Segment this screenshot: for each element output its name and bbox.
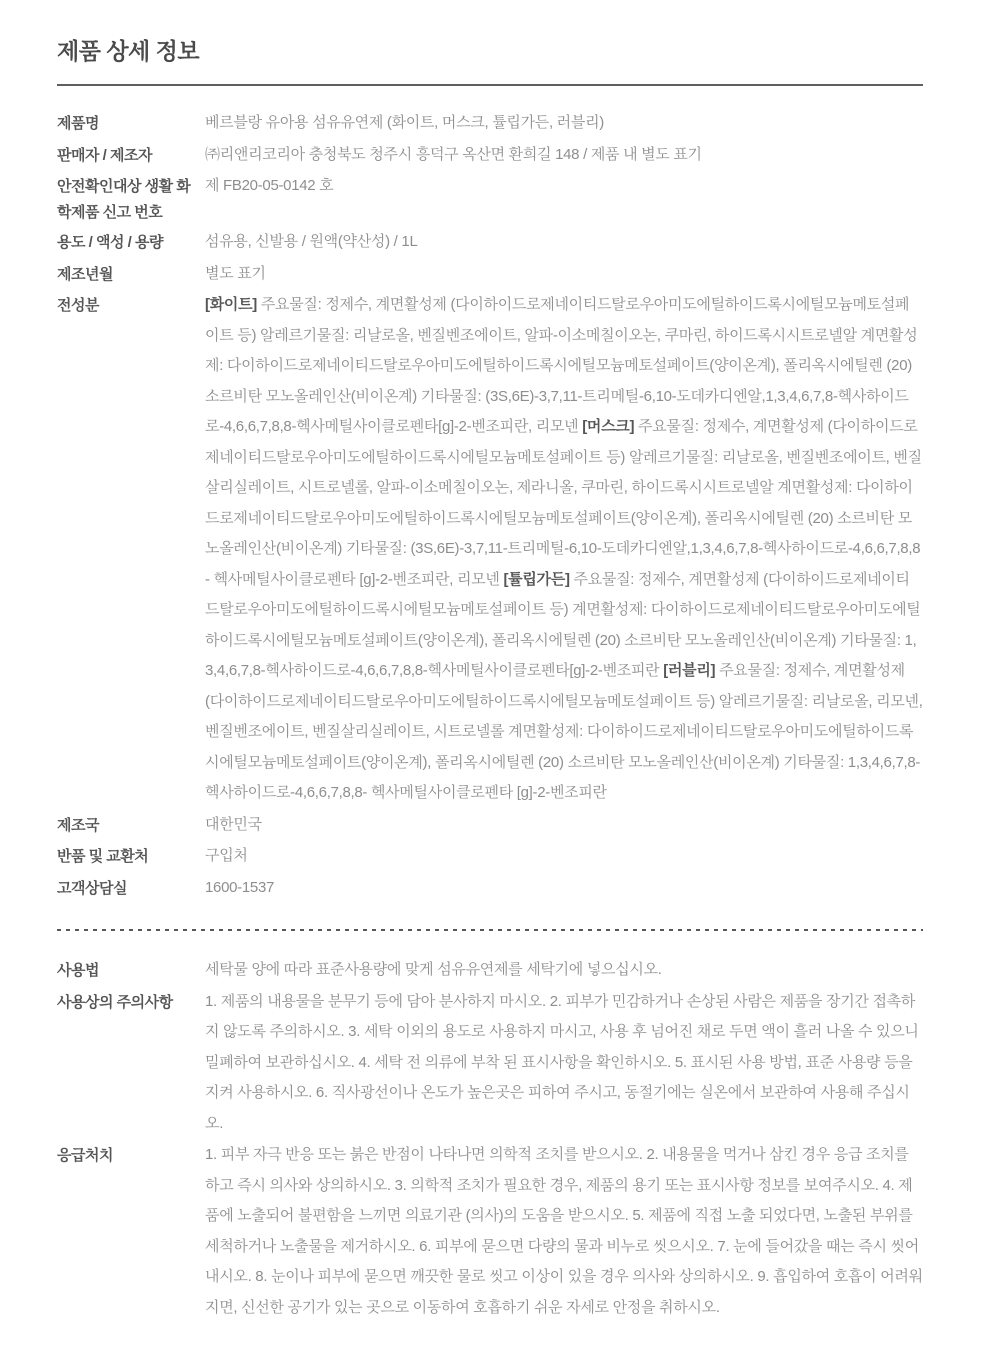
row-value: 구입처 <box>205 847 248 864</box>
row-value: 1. 피부 자극 반응 또는 붉은 반점이 나타나면 의학적 조치를 받으시오. 2. 내용물을 먹거나 삼킨 경우 응급 조치를 하고 즉시 의사와 상의하시오. 3. 의학적 조치가 필요한 경우, 제품의 용기 또는 표시사항 정보를 보여주시오. 4. 제품에 노출되어 불편함을 느끼면 의료기관 (의사)의 도움을 받으시오. 5. 제품에 직접 노출 되었다면, 노출된 부위를 세척하거나 노출물을 제거하시오. 6. 피부에 묻으면 다량의 물과 비누로 씻으시오. 7. 눈에 들어갔을 때는 즉시 씻어내시오. 8. 눈이나 피부에 묻으면 깨끗한 물로 씻고 이상이 있을 경우 의사와 상의하시오. 9. 흡입하여 호흡이 어려워지면, 신선한 공기가 있는 곳으로 이동하여 호흡하기 쉬운 자세로 안정을 취하시오. <box>205 1146 923 1316</box>
row-value: 섬유용, 신발용 / 원액(약산성) / 1L <box>205 233 418 250</box>
row-label: 제조국 <box>57 816 99 834</box>
title-divider <box>57 84 923 86</box>
row-label: 전성분 <box>57 297 99 314</box>
ingredient-variant-lovely: [러블리] <box>663 662 716 679</box>
row-label: 사용상의 주의사항 <box>57 993 173 1011</box>
row-usage-liquid-volume <box>57 227 923 258</box>
ingredient-text: 주요물질: 정제수, 계면활성제 (다이하이드로제네이티드탈로우아미도에틸하이드록시에틸모늄메토설페이트 등) 알레르기물질: 리날로올, 벤질벤조에이트, 알파-이소메칠이오논, 쿠마린, 하이드록시시트로넬알 계면활성제: 다이하이드로제네이티드탈로우아미도에틸하이드록시에틸모늄메토설페이트(양이온계), 폴리옥시에틸렌 (20) 소르비탄 모노올레인산(비이온계) 기타물질: (3S,6E)-3,7,11-트리메틸-6,10-도데카디엔알,1,3,4,6,7,8-헥사하이드로-4,6,6,7,8,8-헥사메틸사이클로펜타[g]-2-벤조피란, 리모넨 <box>205 296 918 435</box>
row-precautions <box>57 987 923 1140</box>
row-label: 판매자 / 제조자 <box>57 146 152 164</box>
row-return-exchange <box>57 841 923 872</box>
row-label: 응급처치 <box>57 1147 113 1164</box>
row-country-of-origin <box>57 810 923 841</box>
row-product-name <box>57 108 923 139</box>
row-value: 대한민국 <box>205 815 262 833</box>
row-manufacture-date <box>57 259 923 290</box>
row-value <box>205 290 923 809</box>
row-seller-manufacturer <box>57 140 923 171</box>
ingredient-variant-tulip-garden: [튤립가든] <box>503 570 570 588</box>
row-safety-report-number <box>57 171 923 226</box>
row-how-to-use <box>57 955 923 986</box>
usage-info-table <box>57 955 923 1323</box>
product-info-table <box>57 108 923 903</box>
row-value: 1. 제품의 내용물을 분무기 등에 담아 분사하지 마시오. 2. 피부가 민감하거나 손상된 사람은 제품을 장기간 접촉하지 않도록 주의하시오. 3. 세탁 이외의 용도로 사용하지 마시고, 사용 후 넘어진 채로 두면 액이 흘러 나올 수 있으니 밀폐하여 보관하십시오. 4. 세탁 전 의류에 부착 된 표시사항을 확인하시오. 5. 표시된 사용 방법, 표준 사용량 등을 지켜 사용하시오. 6. 직사광선이나 온도가 높은곳은 피하여 주시고, 동절기에는 실온에서 보관하여 사용해 주십시오. <box>205 992 919 1132</box>
row-label: 용도 / 액성 / 용량 <box>57 234 163 251</box>
ingredient-variant-white: [화이트] <box>205 296 257 313</box>
row-value: ㈜리앤리코리아 충청북도 청주시 흥덕구 옥산면 환희길 148 / 제품 내 별도 표기 <box>205 145 702 163</box>
row-value: 제 FB20-05-0142 호 <box>205 177 334 194</box>
row-label: 제품명 <box>57 115 99 132</box>
section-divider <box>57 929 923 931</box>
page-title: 제품 상세 정보 <box>57 38 200 64</box>
row-label: 사용법 <box>57 962 99 979</box>
row-label: 고객상담실 <box>57 879 127 897</box>
row-label: 반품 및 교환처 <box>57 848 149 865</box>
row-ingredients <box>57 290 923 809</box>
row-customer-service <box>57 873 923 904</box>
row-value: 별도 표기 <box>205 264 266 282</box>
row-value: 세탁물 양에 따라 표준사용량에 맞게 섬유유연제를 세탁기에 넣으십시오. <box>205 961 662 978</box>
row-label: 안전확인대상 생활 화학제품 신고 번호 <box>57 178 191 221</box>
row-label: 제조년월 <box>57 265 113 283</box>
ingredient-text: 주요물질: 정제수, 계면활성제 (다이하이드로제네이티드탈로우아미도에틸하이드록시에틸모늄메토설페이트 등) 알레르기물질: 리날로올, 벤질벤조에이트, 벤질살리실레이트, 시트로넬롤, 알파-이소메칠이오논, 제라니올, 쿠마린, 하이드록시시트로넬알 계면활성제: 다이하이드로제네이티드탈로우아미도에틸하이드록시에틸모늄메토설페이트(양이온계), 폴리옥시에틸렌 (20) 소르비탄 모노올레인산(비이온계) 기타물질: (3S,6E)-3,7,11-트리메틸-6,10-도데카디엔알,1,3,4,6,7,8-헥사하이드로-4,6,6,7,8,8- 헥사메틸사이클로펜타 [g]-2-벤조피란, 리모넨 <box>205 418 922 588</box>
row-first-aid <box>57 1140 923 1323</box>
row-value: 1600-1537 <box>205 878 275 896</box>
ingredient-text: 주요물질: 정제수, 계면활성제 (다이하이드로제네이티드탈로우아미도에틸하이드록시에틸모늄메토설페이트 등) 알레르기물질: 리날로올, 리모넨, 벤질벤조에이트, 벤질살리실레이트, 시트로넬롤 계면활성제: 다이하이드로제네이티드탈로우아미도에틸하이드록시에틸모늄메토설페이트(양이온계), 폴리옥시에틸렌 (20) 소르비탄 모노올레인산(비이온계) 기타물질: 1,3,4,6,7,8-헥사하이드로-4,6,6,7,8,8- 헥사메틸사이클로펜타 [g]-2-벤조피란 <box>205 662 923 801</box>
ingredient-variant-musk: [머스크] <box>582 418 635 435</box>
row-value: 베르블랑 유아용 섬유유연제 (화이트, 머스크, 튤립가든, 러블리) <box>205 114 604 131</box>
ingredient-text: 주요물질: 정제수, 계면활성제 (다이하이드로제네이티드탈로우아미도에틸하이드록시에틸모늄메토설페이트 등) 계면활성제: 다이하이드로제네이티드탈로우아미도에틸하이드록시에틸모늄메토설페이트(양이온계), 폴리옥시에틸렌 (20) 소르비탄 모노올레인산(비이온계) 기타물질: 1,3,4,6,7,8-헥사하이드로-4,6,6,7,8,8-헥사메틸사이클로펜타[g]-2-벤조피란 <box>205 570 921 679</box>
